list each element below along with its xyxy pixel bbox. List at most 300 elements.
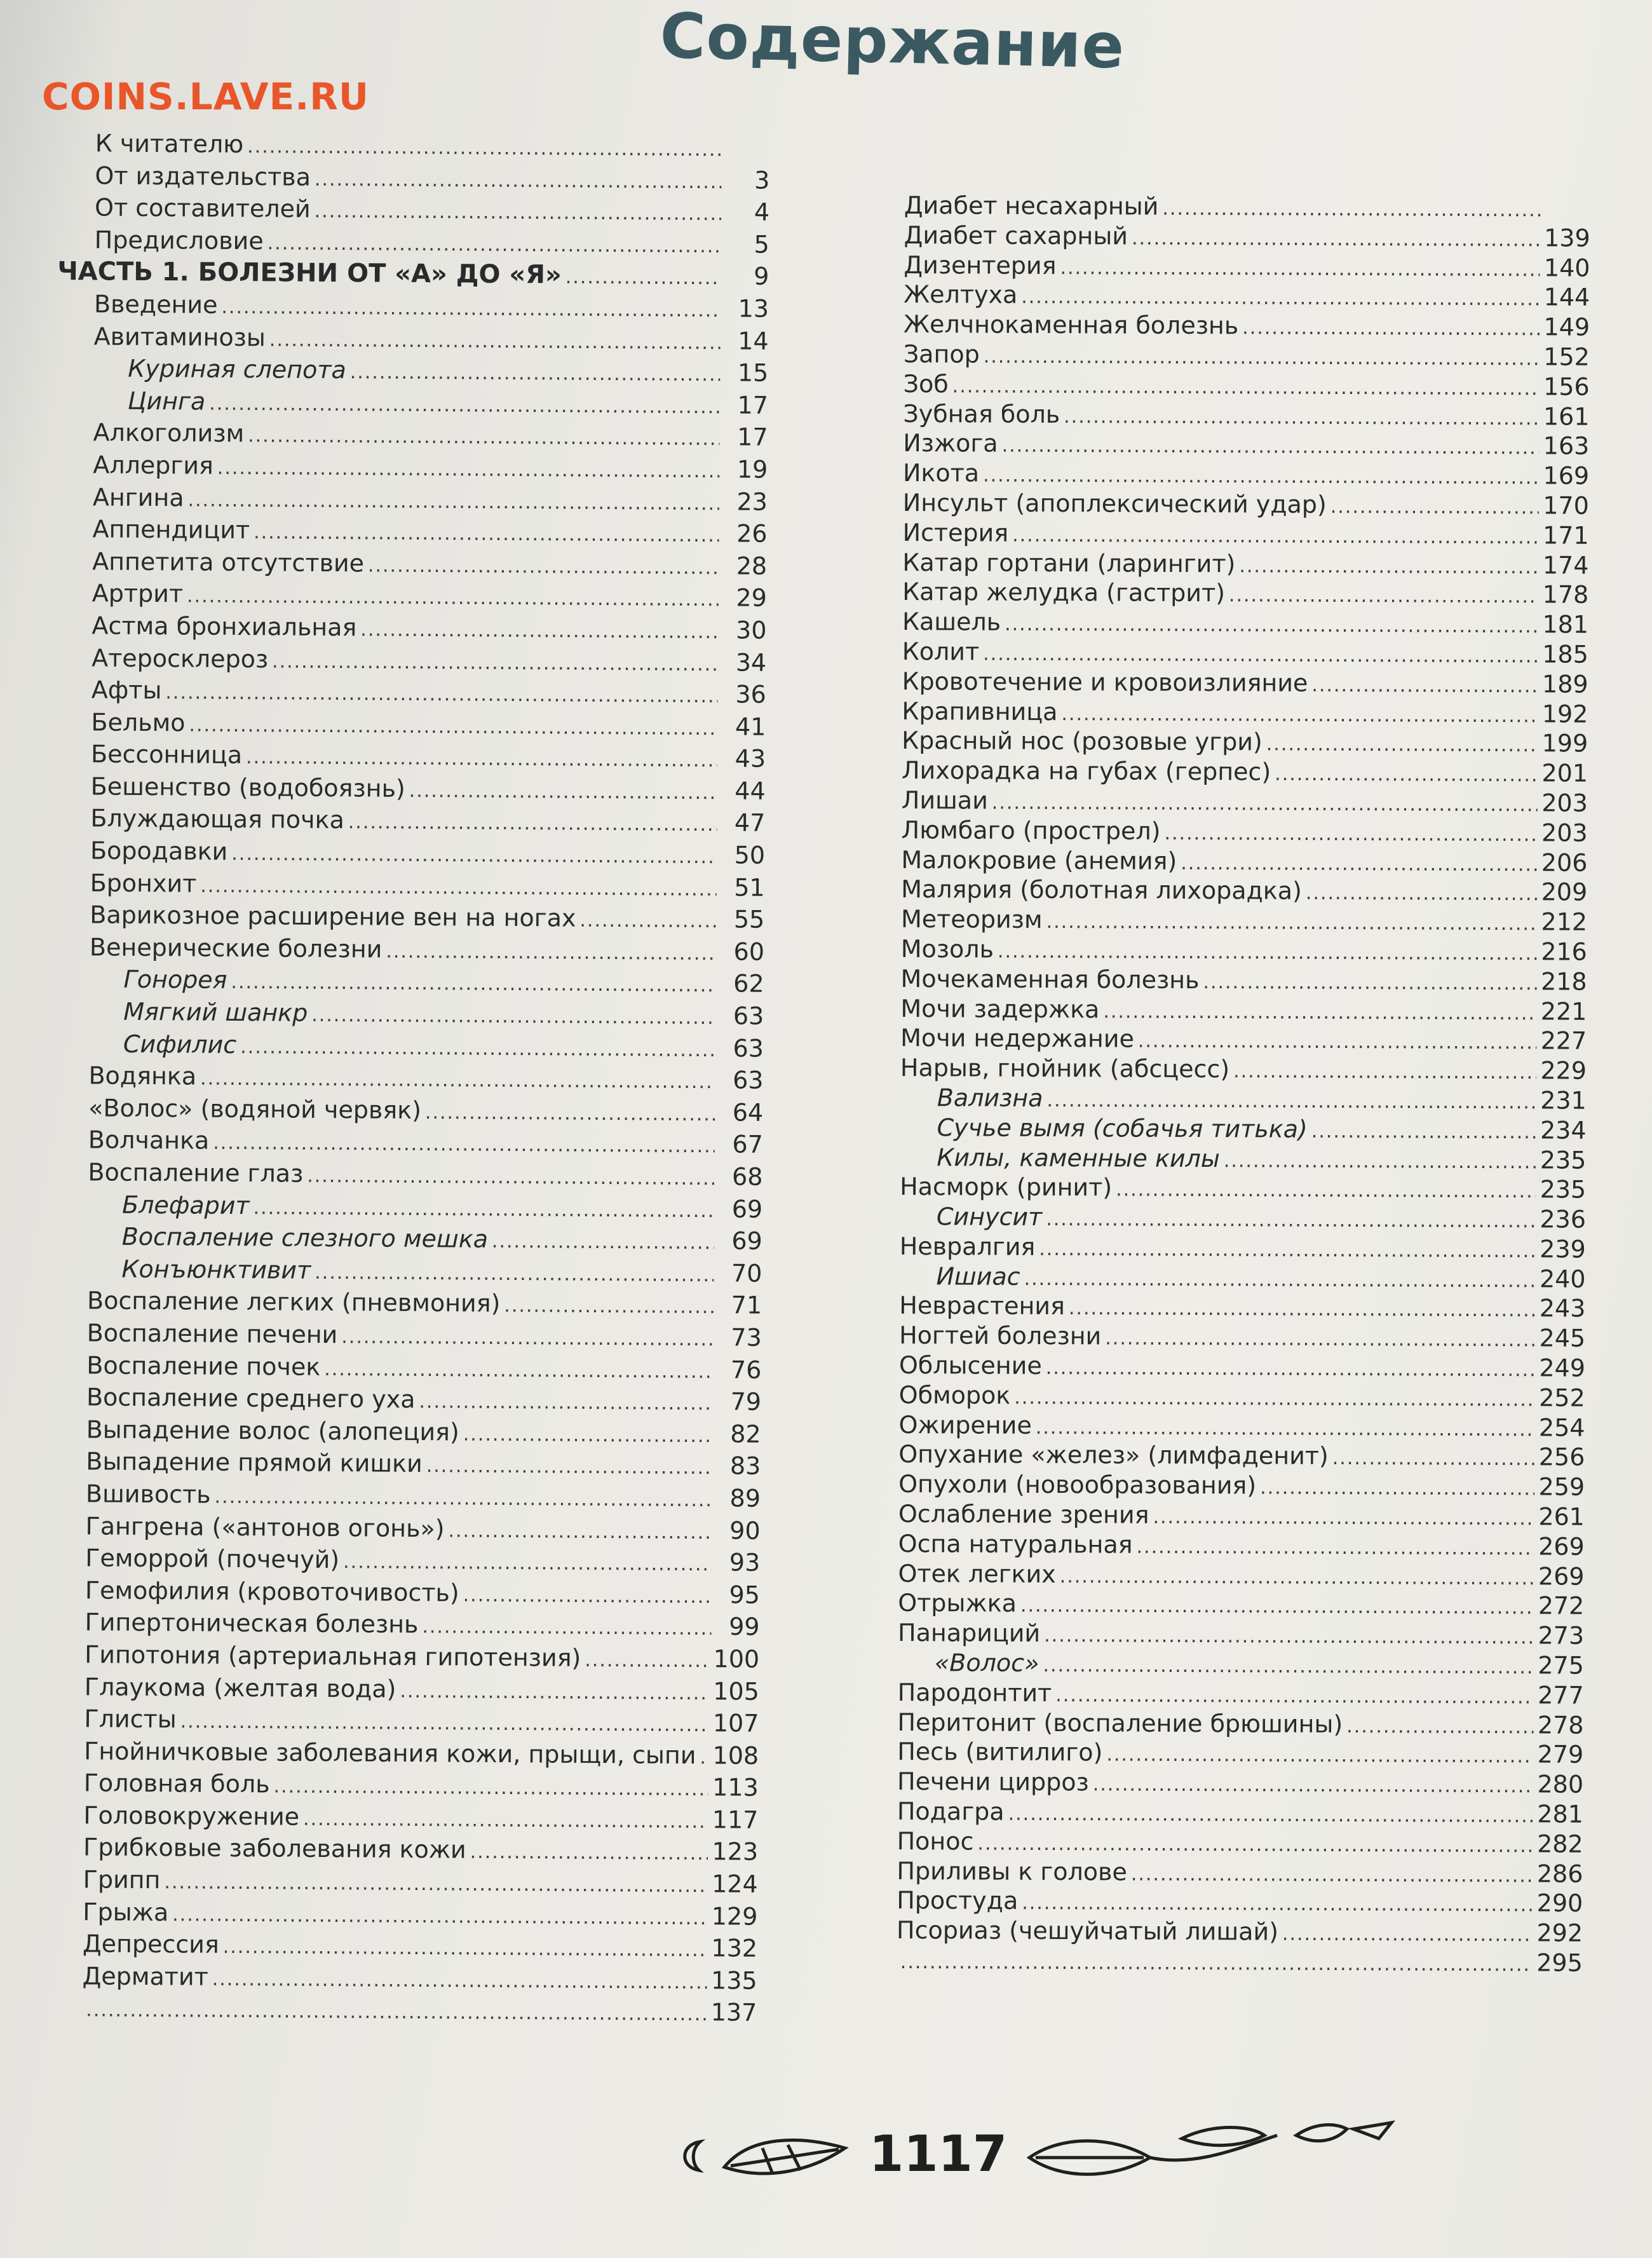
toc-entry-title: Катар желудка (гастрит) <box>902 578 1226 608</box>
toc-leader-dots <box>307 1160 715 1195</box>
toc-entry <box>897 1767 1583 1800</box>
toc-entry-page: 227 <box>1540 1026 1587 1056</box>
toc-entry <box>900 1083 1587 1116</box>
toc-leader-dots <box>360 614 718 649</box>
toc-entry <box>900 1113 1586 1146</box>
toc-entry <box>900 964 1587 997</box>
toc-leader-dots <box>164 1867 708 1903</box>
toc-leader-dots <box>1116 1176 1536 1207</box>
toc-leader-dots <box>1132 224 1540 255</box>
toc-leader-dots <box>1346 1712 1534 1743</box>
toc-leader-dots <box>315 163 722 198</box>
toc-entry-page: 275 <box>1538 1651 1584 1680</box>
toc-entry <box>901 845 1587 878</box>
toc-entry-page: 55 <box>733 905 765 934</box>
toc-leader-dots <box>1233 1057 1536 1088</box>
toc-entry-page: 206 <box>1541 848 1588 877</box>
toc-entry-page: 43 <box>735 744 766 773</box>
toc-entry-title: Отек легких <box>898 1559 1056 1588</box>
toc-entry-page: 137 <box>710 1998 757 2027</box>
toc-entry-page: 28 <box>736 552 768 580</box>
toc-entry-title: Гипотония (артериальная гипотензия) <box>85 1640 581 1672</box>
toc-entry <box>898 1588 1584 1621</box>
toc-entry <box>904 221 1590 254</box>
toc-entry-page: 69 <box>731 1195 763 1223</box>
toc-entry-page: 259 <box>1538 1472 1585 1501</box>
leaf-ornament-icon <box>654 2110 1436 2193</box>
toc-entry <box>900 1232 1586 1265</box>
toc-entry-title: Ожирение <box>898 1410 1032 1439</box>
toc-leader-dots <box>419 1386 713 1420</box>
toc-entry-page: 36 <box>735 680 766 709</box>
toc-entry-title: Мягкий шанкр <box>123 997 308 1027</box>
toc-entry <box>899 1262 1585 1295</box>
toc-entry-title: Воспаление глаз <box>88 1158 304 1188</box>
toc-entry-title: Вализна <box>937 1084 1043 1112</box>
toc-entry <box>902 577 1588 610</box>
toc-entry-page: 212 <box>1541 908 1588 936</box>
toc-leader-dots <box>217 452 720 488</box>
toc-entry-page: 254 <box>1538 1413 1585 1442</box>
toc-entry-page: 152 <box>1543 343 1590 371</box>
toc-entry-page: 129 <box>711 1901 758 1931</box>
toc-entry-title: Диабет несахарный <box>904 191 1159 221</box>
toc-entry-title: Бельмо <box>91 708 186 737</box>
toc-entry-page: 218 <box>1540 967 1587 996</box>
toc-entry <box>902 637 1588 670</box>
toc-leader-dots <box>1103 997 1537 1029</box>
toc-leader-dots <box>1002 432 1540 463</box>
toc-leader-dots <box>272 646 718 681</box>
toc-entry-title: Инсульт (апоплексический удар) <box>902 488 1327 519</box>
toc-entry-page: 9 <box>754 262 769 291</box>
toc-entry-page: 170 <box>1543 491 1589 520</box>
toc-entry <box>902 607 1588 640</box>
toc-entry <box>899 1291 1585 1324</box>
toc-entry-title: Гипертоническая болезнь <box>85 1608 419 1639</box>
page-number: 1117 <box>869 2126 1008 2183</box>
toc-entry-title: Изжога <box>903 429 998 458</box>
toc-entry-title: Воспаление легких (пневмония) <box>86 1286 501 1318</box>
toc-leader-dots <box>1311 671 1538 702</box>
page-title: Содержание <box>659 0 1126 83</box>
toc-entry-title: Грипп <box>83 1865 161 1894</box>
toc-entry-title: Зубная боль <box>903 399 1060 428</box>
toc-leader-dots <box>248 420 720 456</box>
toc-leader-dots <box>1266 730 1538 761</box>
toc-entry-title: Глисты <box>84 1704 177 1734</box>
toc-entry-title: Икота <box>902 459 980 487</box>
toc-leader-dots <box>1203 968 1537 999</box>
toc-entry-page: 113 <box>712 1773 759 1802</box>
toc-entry-page: 290 <box>1536 1889 1583 1918</box>
toc-entry-title: Куриная слепота <box>128 354 346 384</box>
toc-entry-title: Метеоризм <box>900 905 1043 934</box>
toc-entry-page: 26 <box>736 519 768 548</box>
toc-leader-dots <box>311 1000 715 1035</box>
toc-entry-page: 201 <box>1541 759 1588 787</box>
toc-entry-page: 132 <box>711 1934 758 1962</box>
toc-entry-title: Невралгия <box>899 1232 1036 1261</box>
toc-leader-dots <box>900 1948 1533 1980</box>
toc-entry-title: Малярия (болотная лихорадка) <box>901 875 1302 906</box>
toc-entry-page: 185 <box>1542 640 1588 669</box>
toc-entry-title: Введение <box>93 290 218 319</box>
toc-entry-page: 139 <box>1544 224 1590 252</box>
toc-leader-dots <box>314 196 721 231</box>
toc-entry-page: 13 <box>738 294 769 323</box>
toc-entry-title: Сифилис <box>123 1030 237 1059</box>
toc-entry-title: Облысение <box>898 1351 1042 1380</box>
toc-leader-dots <box>1332 1444 1535 1474</box>
toc-entry-title: Запор <box>903 339 980 369</box>
toc-entry-page: 93 <box>729 1548 761 1577</box>
toc-entry-title: Ангина <box>92 482 184 512</box>
toc-entry-page: 239 <box>1540 1235 1586 1263</box>
toc-leader-dots <box>984 343 1540 375</box>
toc-entry-title: Гонорея <box>123 965 227 995</box>
toc-entry-title: Конъюнктивит <box>121 1255 311 1284</box>
toc-entry-title: Мочи задержка <box>900 994 1100 1023</box>
toc-entry <box>902 548 1588 581</box>
toc-entry-page: 62 <box>733 969 764 998</box>
toc-entry-title: Диабет сахарный <box>904 221 1128 250</box>
toc-entry-title: От составителей <box>94 193 311 223</box>
toc-entry-page: 117 <box>712 1806 759 1834</box>
toc-entry-title: Подагра <box>897 1797 1005 1826</box>
toc-right-column <box>897 191 1590 1978</box>
toc-entry <box>897 1797 1583 1830</box>
toc-leader-dots <box>1229 582 1539 613</box>
toc-entry-title: Мочи недержание <box>900 1024 1134 1053</box>
toc-entry <box>899 1380 1585 1413</box>
toc-entry-page: 240 <box>1539 1265 1586 1293</box>
toc-leader-dots <box>209 388 720 423</box>
toc-entry <box>898 1559 1584 1592</box>
toc-entry-title: Атеросклероз <box>91 643 269 673</box>
toc-entry <box>898 1410 1585 1443</box>
toc-entry-page: 15 <box>737 358 769 387</box>
toc-entry <box>897 1826 1583 1860</box>
toc-entry-page: 95 <box>729 1581 761 1609</box>
toc-entry-title: Артрит <box>91 579 184 608</box>
toc-entry-title: Глаукома (желтая вода) <box>84 1672 396 1703</box>
toc-entry-page: 269 <box>1538 1532 1585 1561</box>
toc-entry-title: Бешенство (водобоязнь) <box>90 772 405 803</box>
toc-leader-dots <box>212 1964 708 1999</box>
toc-leader-dots <box>1044 1621 1534 1653</box>
toc-entry <box>902 756 1588 789</box>
toc-entry-page: 192 <box>1541 699 1588 728</box>
toc-entry-page: 235 <box>1540 1145 1587 1174</box>
toc-entry-page: 140 <box>1543 253 1590 282</box>
toc-entry-title: Кашель <box>902 608 1001 636</box>
toc-entry <box>898 1618 1584 1651</box>
toc-entry <box>898 1648 1584 1681</box>
toc-entry-title: От издательства <box>95 161 311 191</box>
toc-leader-dots <box>425 1097 715 1131</box>
toc-entry <box>904 191 1590 224</box>
toc-entry-page: 90 <box>729 1516 761 1545</box>
toc-entry-title: Блуждающая почка <box>90 804 344 834</box>
toc-entry <box>901 904 1587 937</box>
toc-leader-dots <box>1153 1503 1534 1534</box>
toc-entry-page: 156 <box>1543 372 1590 401</box>
toc-entry-title: Бессонница <box>90 740 243 770</box>
toc-leader-dots <box>585 1645 710 1678</box>
toc-entry <box>900 1202 1586 1235</box>
toc-entry <box>47 1735 759 1772</box>
toc-entry-page: 256 <box>1538 1443 1585 1472</box>
toc-leader-dots <box>187 484 719 520</box>
toc-entry-title: Бронхит <box>90 869 197 898</box>
toc-leader-dots <box>1311 1117 1536 1148</box>
toc-entry-page: 82 <box>730 1420 761 1448</box>
toc-entry-page: 272 <box>1538 1591 1585 1621</box>
toc-leader-dots <box>1093 1771 1534 1802</box>
toc-leader-dots <box>1064 402 1540 434</box>
toc-entry-title: Предисловие <box>94 226 264 255</box>
toc-entry <box>904 309 1590 343</box>
toc-entry-title: Вшивость <box>85 1479 211 1509</box>
toc-entry-title: Водянка <box>88 1061 197 1091</box>
toc-entry-title: Пародонтит <box>897 1678 1052 1707</box>
toc-leader-dots <box>165 677 718 713</box>
toc-leader-dots <box>409 775 717 810</box>
toc-entry-title: Мозоль <box>900 934 994 963</box>
toc-entry-page: 243 <box>1539 1294 1586 1323</box>
toc-entry-title: Лишаи <box>901 786 988 815</box>
toc-entry-page: 203 <box>1541 789 1588 817</box>
toc-entry <box>898 1469 1585 1502</box>
toc-entry-page: 50 <box>734 841 766 869</box>
toc-leader-dots <box>1275 760 1538 791</box>
toc-entry <box>901 934 1587 967</box>
toc-entry-page: 105 <box>713 1676 759 1706</box>
toc-entry-page: 279 <box>1537 1740 1584 1769</box>
toc-entry <box>902 726 1588 759</box>
toc-entry-page: 64 <box>732 1098 764 1127</box>
toc-entry <box>899 1350 1585 1384</box>
toc-leader-dots <box>368 550 719 584</box>
toc-entry <box>902 697 1588 730</box>
toc-entry <box>904 250 1590 283</box>
toc-leader-dots <box>579 905 716 938</box>
toc-entry-page: 34 <box>735 648 767 677</box>
toc-entry-title: Ишиас <box>936 1262 1020 1291</box>
toc-leader-dots <box>341 1321 714 1356</box>
toc-entry <box>898 1439 1585 1472</box>
toc-leader-dots <box>492 1226 714 1260</box>
toc-entry-page: 261 <box>1538 1502 1585 1531</box>
toc-entry-title: Обморок <box>898 1380 1011 1410</box>
toc-entry-title: Выпадение прямой кишки <box>86 1447 423 1478</box>
toc-leader-dots <box>470 1837 708 1870</box>
toc-leader-dots <box>1239 552 1539 583</box>
toc-leader-dots <box>426 1450 713 1485</box>
toc-leader-dots <box>1306 879 1538 909</box>
toc-entry-page: 273 <box>1538 1621 1585 1650</box>
toc-entry-title: Воспаление печени <box>86 1319 338 1349</box>
toc-entry-page: 70 <box>731 1259 762 1288</box>
toc-entry-page: 51 <box>734 873 765 902</box>
toc-entry-page: 107 <box>712 1709 759 1738</box>
toc-leader-dots <box>422 1611 711 1645</box>
toc-leader-dots <box>1282 1920 1533 1951</box>
toc-entry-page: 144 <box>1543 283 1590 312</box>
toc-entry-title: Астма бронхиальная <box>91 611 357 642</box>
toc-entry <box>897 1915 1583 1949</box>
toc-leader-dots <box>1106 1741 1534 1772</box>
toc-entry-title: Гемофилия (кровоточивость) <box>85 1576 459 1607</box>
toc-entry-title: Аппетита отсутствие <box>92 547 365 578</box>
toc-entry <box>903 518 1589 551</box>
toc-entry-page: 174 <box>1542 550 1589 580</box>
toc-entry-page: 79 <box>730 1387 762 1416</box>
toc-leader-dots <box>565 262 721 295</box>
toc-entry-title: Гангрена («антонов огонь») <box>85 1511 445 1542</box>
toc-entry-page: 278 <box>1537 1711 1584 1739</box>
toc-entry-title: Авитаминозы <box>93 322 266 351</box>
toc-entry-title: Блефарит <box>122 1190 250 1220</box>
toc-entry-page: 181 <box>1542 610 1589 639</box>
toc-entry-title: Лихорадка на губах (герпес) <box>901 756 1271 786</box>
toc-entry-title: Депрессия <box>82 1929 219 1959</box>
toc-leader-dots <box>1046 1205 1536 1237</box>
toc-entry-title: Понос <box>897 1826 974 1856</box>
toc-entry-title: Красный нос (розовые угри) <box>902 726 1263 756</box>
toc-entry-title: Ослабление зрения <box>898 1500 1149 1529</box>
toc-entry-page: 236 <box>1540 1205 1587 1234</box>
toc-entry <box>900 994 1587 1027</box>
toc-entry-title: Венерические болезни <box>89 933 383 963</box>
toc-entry-title: «Волос» <box>934 1649 1039 1677</box>
toc-entry-page: 17 <box>737 391 769 419</box>
toc-entry <box>900 1023 1587 1056</box>
toc-entry-page: 199 <box>1541 729 1588 758</box>
toc-entry-page: 89 <box>729 1484 761 1513</box>
toc-entry-title: Приливы к голове <box>897 1856 1127 1886</box>
toc-leader-dots <box>1162 194 1542 226</box>
toc-entry-page: 149 <box>1543 313 1590 341</box>
toc-entry-title: Дизентерия <box>904 250 1057 280</box>
toc-leader-dots <box>1181 848 1538 880</box>
toc-entry-page: 135 <box>710 1966 757 1995</box>
toc-entry <box>898 1678 1584 1711</box>
toc-entry-page: 163 <box>1543 432 1590 461</box>
toc-entry-page: 280 <box>1537 1770 1584 1799</box>
toc-entry-title: Варикозное расширение вен на ногах <box>90 901 576 932</box>
toc-entry <box>903 428 1589 461</box>
toc-leader-dots <box>1046 1354 1536 1385</box>
toc-leader-dots <box>1224 1146 1536 1178</box>
toc-entry-title: Простуда <box>897 1886 1019 1915</box>
toc-entry-page: 73 <box>731 1323 762 1352</box>
toc-leader-dots <box>386 935 716 970</box>
toc-entry-title: Аллергия <box>93 451 214 480</box>
toc-entry-page: 108 <box>712 1741 759 1770</box>
toc-entry-page: 44 <box>735 777 766 805</box>
toc-leader-dots <box>1136 1532 1534 1564</box>
toc-leader-dots <box>1131 1860 1533 1891</box>
toc-entry-page: 171 <box>1543 521 1589 550</box>
toc-entry-title: Песь (витилиго) <box>897 1738 1103 1767</box>
toc-entry-page: 178 <box>1542 580 1589 609</box>
toc-entry-page: 249 <box>1539 1354 1586 1382</box>
toc-entry <box>898 1529 1585 1562</box>
toc-entry-page: 100 <box>713 1645 760 1673</box>
watermark: COINS.LAVE.RU <box>42 75 370 118</box>
toc-leader-dots <box>189 709 717 745</box>
toc-entry-title: «Волос» (водяной червяк) <box>88 1094 422 1124</box>
toc-entry-title: Алкоголизм <box>93 418 245 448</box>
toc-entry-page: 63 <box>733 1066 764 1095</box>
toc-entry-title: Геморрой (почечуй) <box>85 1544 340 1574</box>
toc-entry-page: 68 <box>731 1162 763 1191</box>
toc-entry-title: Синусит <box>936 1202 1043 1232</box>
toc-leader-dots <box>1060 254 1540 285</box>
toc-leader-dots <box>223 1931 708 1967</box>
toc-entry-title: Цинга <box>127 386 206 416</box>
toc-entry-title: Воспаление почек <box>86 1350 321 1381</box>
toc-entry-page: 161 <box>1543 402 1590 431</box>
toc-entry-title: Ногтей болезни <box>899 1321 1102 1350</box>
toc-entry-title: К читателю <box>95 129 244 159</box>
toc-leader-dots <box>1164 819 1538 850</box>
toc-leader-dots <box>1005 610 1539 642</box>
toc-entry <box>902 786 1588 819</box>
toc-leader-dots <box>448 1515 712 1549</box>
toc-entry-title: Катар гортани (ларингит) <box>902 548 1236 578</box>
toc-entry <box>903 458 1589 491</box>
toc-entry-title: Грыжа <box>83 1897 169 1926</box>
toc-leader-dots <box>1260 1474 1535 1505</box>
toc-entry-title: Колит <box>902 637 980 666</box>
toc-leader-dots <box>1020 1591 1534 1623</box>
toc-leader-dots <box>1105 1324 1535 1356</box>
toc-entry-page: 286 <box>1536 1859 1583 1888</box>
toc-entry-page: 282 <box>1537 1830 1583 1858</box>
toc-entry-title: Волчанка <box>88 1126 210 1155</box>
toc-entry-title: Аппендицит <box>92 515 250 545</box>
toc-entry-page: 17 <box>737 423 768 452</box>
toc-entry-page: 60 <box>733 937 765 966</box>
toc-entry-page: 229 <box>1540 1056 1587 1085</box>
toc-entry-title: ЧАСТЬ 1. БОЛЕЗНИ ОТ «А» ДО «Я» <box>57 257 562 290</box>
toc-entry <box>899 1321 1585 1354</box>
toc-entry-title: Неврастения <box>899 1291 1066 1321</box>
toc-entry-page: 245 <box>1539 1324 1586 1352</box>
toc-entry-page: 234 <box>1540 1116 1587 1145</box>
toc-entry-title: Зоб <box>903 369 949 398</box>
toc-entry <box>900 1053 1587 1086</box>
toc-leader-dots <box>1008 1800 1534 1832</box>
toc-entry-title: Сучье вымя (собачья титька) <box>937 1113 1308 1143</box>
toc-entry <box>897 1737 1583 1770</box>
toc-entry <box>902 667 1588 700</box>
toc-entry-page: 5 <box>754 230 769 259</box>
toc-leader-dots <box>1024 1265 1536 1296</box>
toc-entry-title: Печени цирроз <box>897 1767 1089 1797</box>
toc-entry-title: Перитонит (воспаление брюшины) <box>897 1708 1343 1738</box>
toc-entry <box>58 127 770 164</box>
toc-entry-page: 169 <box>1543 461 1590 490</box>
toc-leader-dots <box>504 1290 714 1324</box>
toc-entry <box>897 1945 1583 1978</box>
toc-entry-page: 71 <box>731 1291 762 1320</box>
toc-entry <box>900 1142 1586 1175</box>
toc-entry-page: 83 <box>729 1452 761 1481</box>
